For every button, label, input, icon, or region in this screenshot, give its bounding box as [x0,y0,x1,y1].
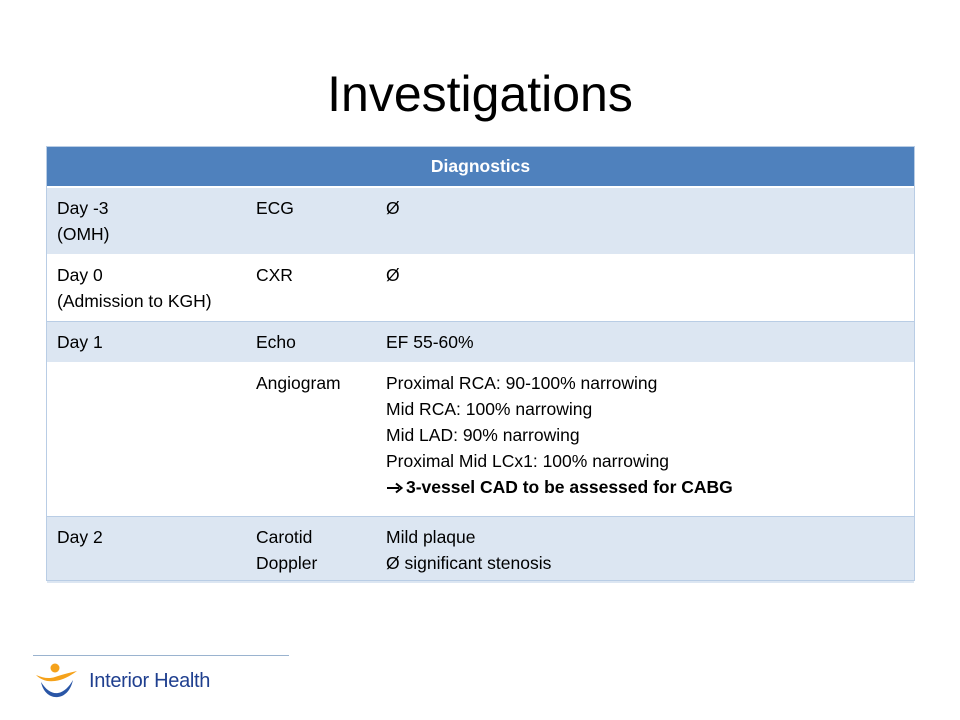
result-line: Mid LAD: 90% narrowing [386,425,580,445]
result-cell [376,255,914,322]
test-line: Carotid [256,527,313,547]
test-cell [246,187,376,255]
conclusion-text: 3-vessel CAD to be assessed for CABG [406,477,733,497]
test-cell [246,255,376,322]
result-line: EF 55-60% [386,332,474,352]
result-line: Proximal Mid LCx1: 100% narrowing [386,451,670,471]
day-line: Day 1 [57,332,103,352]
table-row [47,363,914,517]
table-row [47,517,914,584]
result-line: Ø significant stenosis [386,553,552,573]
day-line: Day -3 [57,198,109,218]
test-line: Doppler [256,553,318,573]
interior-health-figure-icon [33,662,81,702]
test-line: CXR [256,265,293,285]
result-line: Mid RCA: 100% narrowing [386,399,593,419]
day-cell [47,517,246,584]
right-arrow-icon [386,474,406,500]
test-cell [246,322,376,363]
conclusion-line [386,474,904,500]
table-header-row [47,146,914,187]
day-cell [47,322,246,363]
result-line: Ø [386,265,400,285]
interior-health-logo [33,662,233,702]
test-cell [246,517,376,584]
day-cell [47,187,246,255]
footer-divider [33,655,289,656]
result-cell [376,187,914,255]
day-line: Day 0 [57,265,103,285]
day-line: (OMH) [57,224,110,244]
result-line: Ø [386,198,400,218]
logo-text: Interior Health [89,670,211,692]
table-row [47,322,914,363]
slide-title: Investigations [327,66,633,122]
table-row [47,187,914,255]
day-line: Day 2 [57,527,103,547]
result-cell [376,517,914,584]
test-line: Echo [256,332,296,352]
table-row [47,255,914,322]
table-header: Diagnostics [47,146,914,187]
result-cell [376,363,914,517]
day-line: (Admission to KGH) [57,291,212,311]
test-line: ECG [256,198,294,218]
test-cell [246,363,376,517]
diagnostics-table [47,146,914,584]
day-cell [47,363,246,517]
test-line: Angiogram [256,373,341,393]
result-cell [376,322,914,363]
result-line: Proximal RCA: 90-100% narrowing [386,373,658,393]
day-cell [47,255,246,322]
result-line: Mild plaque [386,527,476,547]
